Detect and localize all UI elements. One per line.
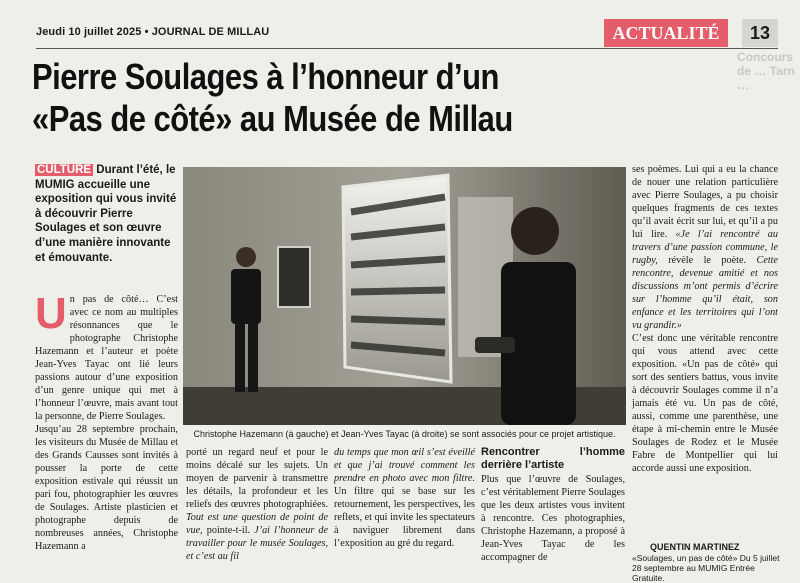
column-3b	[481, 446, 625, 564]
drop-cap: U	[35, 289, 67, 338]
author-byline: QUENTIN MARTINEZ	[650, 542, 740, 552]
quote-run: Cette rencontre, devenue amitié et nos discussions m’ont permis d’écrire sur l’homme qu’il était, son enfance et les territoires qui l’ont vu grandir.»	[632, 255, 779, 331]
paragraph	[334, 446, 475, 550]
headline	[32, 56, 643, 140]
quote-run: du temps que mon œil s’est éveillé et que j’ai trouvé comment les prendre en photo avec mon filtre.	[334, 447, 475, 484]
paragraph: n pas de côté… C’est avec ce nom au multiples résonnances que le photographe Christophe Hazemann et l’auteur et poète Jean-Yves Tayac ont lié leurs passions autour d’une exposition d’un genre unique qui met à l’honneur l’œuvre, mais avant tout la personne, de Pierre Soulages.	[35, 294, 178, 422]
text-run: porté un regard neuf et pour le moins décalé sur les sujets. Un moyen de parvenir à transmettre les détails, la profondeur et les reliefs des œuvres photographiées.	[186, 447, 328, 510]
subheading: Rencontrer l’homme derrière l’artiste	[481, 446, 625, 471]
quote-run: J’ai l’honneur de travailler pour le musée Soulages, et c’est au fil	[186, 525, 328, 562]
paragraph: Jusqu’au 28 septembre prochain, les visiteurs du Musée de Millau et des Grands Causses sont invités à pousser la porte de cette exposition estivale qui réussit un pari fou, photographier les œuvres de Soulages. Artiste plasticien et photographe depuis de nombreuses années, Christophe Hazemann a	[35, 424, 178, 552]
dateline: Jeudi 10 juillet 2025 • JOURNAL DE MILLAU	[36, 26, 270, 38]
paragraph	[186, 446, 328, 563]
headline-line-2: «Pas de côté» au Musée de Millau	[32, 98, 513, 139]
column-1	[35, 289, 178, 553]
quote-run: Tout est une question de point de vue,	[186, 512, 328, 536]
column-4	[632, 163, 778, 475]
column-3	[334, 446, 475, 550]
text-run: révèle le poète.	[668, 255, 747, 266]
section-rubric: ACTUALITÉ	[604, 19, 728, 47]
text-run: pointe-t-il.	[206, 525, 251, 536]
column-2	[186, 446, 328, 563]
page-number: 13	[742, 19, 778, 47]
quote-run: «Je l’ai rencontré au travers d’une passion commune, le rugby,	[632, 229, 778, 266]
paragraph: Plus que l’œuvre de Soulages, c’est véritablement Pierre Soulages que les deux artistes vous invitent à rencontre. Ces photographies, Christophe Hazemann, a proposé à Jean-Yves Tayac de les accompagner de	[481, 474, 625, 563]
text-run: ses poèmes. Lui qui a eu la chance de nouer une relation particulière avec Pierre Soulages, a pu choisir quelques fragments de ces textes qu’il avait écrit sur lui, et qu’il a pu lui lire.	[632, 164, 778, 240]
photo-illustration	[183, 167, 626, 425]
paragraph	[632, 163, 778, 332]
article-photo	[183, 167, 626, 425]
header-rule	[36, 48, 778, 49]
kicker-badge: CULTURE	[37, 164, 92, 176]
text-run: Un filtre qui se base sur les retournement, les perspectives, les reflets, et qui invite les spectateurs à naviguer librement dans l’exposition au gré du regard.	[334, 486, 475, 549]
paragraph: C’est donc une véritable rencontre qui vous attend avec cette exposition. «Un pas de côté» qui sort des sentiers battus, vous invite à découvrir Soulages comme il n’a jamais été vu. Un pas de côté, aussi, comme une parenthèse, une étape à mi-chemin entre le Musée Soulages de Rodez et le Musée Fabre de Montpellier qui lui accorde aussi une exposition.	[632, 333, 778, 474]
headline-line-1: Pierre Soulages à l’honneur d’un	[32, 56, 499, 97]
chapeau-text: Durant l’été, le MUMIG accueille une exposition qui vous invité à découvrir Pierre Soulages et son œuvre d’une manière innovante et émouvante.	[35, 164, 177, 264]
photo-caption: Christophe Hazemann (à gauche) et Jean-Yves Tayac (à droite) se sont associés pour ce projet artistique.	[193, 429, 616, 439]
chapeau	[35, 163, 180, 265]
bleed-through-text: Concours de … Tarn …	[737, 50, 795, 92]
info-box: «Soulages, un pas de côté» Du 5 juillet 28 septembre au MUMIG Entrée Gratuite.	[632, 553, 780, 583]
